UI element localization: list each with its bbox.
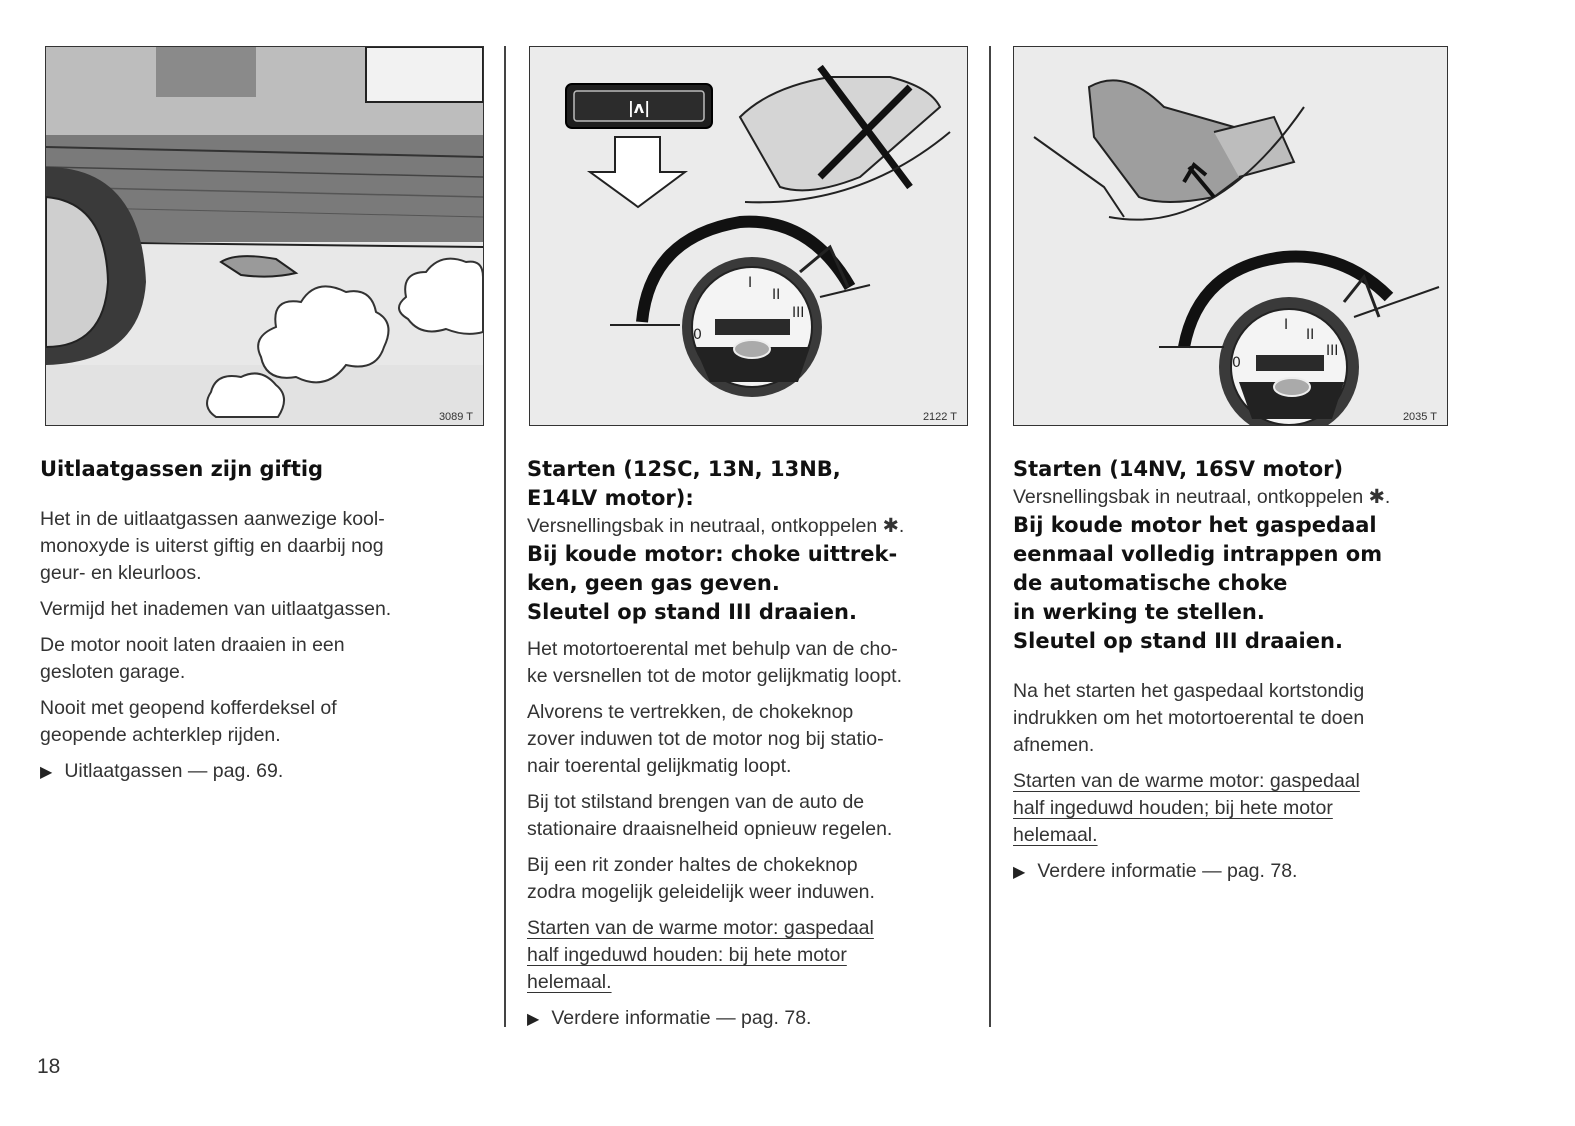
start-auto-heading: Starten (14NV, 16SV motor) <box>1013 457 1344 481</box>
start-manual-p1 <box>527 636 977 690</box>
exhaust-p2: Vermijd het inademen van uitlaatgassen. <box>40 598 392 620</box>
start-manual-p4 <box>527 852 977 906</box>
ign3-pos-2: II <box>1306 327 1315 343</box>
column-exhaust <box>40 455 485 786</box>
text-line: zodra mogelijk geleidelijk weer induwen. <box>527 881 875 903</box>
underlined-line: half ingeduwd houden: bij hete motor <box>527 944 847 966</box>
text-line: nair toerental gelijkmatig loopt. <box>527 755 792 777</box>
choke-drawing <box>530 47 967 425</box>
bold-line: Sleutel op stand III draaien. <box>527 600 857 624</box>
heading-line: E14LV motor): <box>527 486 694 510</box>
exhaust-p4 <box>40 695 485 749</box>
text-line: gesloten garage. <box>40 661 186 683</box>
play-arrow-icon: ▶ <box>1013 864 1026 881</box>
text-line: Bij een rit zonder haltes de chokeknop <box>527 854 858 876</box>
choke-ignition-illustration <box>529 46 968 426</box>
ign-pos-0: 0 <box>693 327 702 343</box>
bold-line: Bij koude motor: choke uittrek- <box>527 542 898 566</box>
svg-text:|ʌ|: |ʌ| <box>627 98 651 117</box>
text-line: De motor nooit laten draaien in een <box>40 634 345 656</box>
heading-line: Starten (12SC, 13N, 13NB, <box>527 457 841 481</box>
ign3-pos-3: III <box>1326 343 1339 359</box>
exhaust-illustration <box>45 46 484 426</box>
start-auto-reference[interactable] <box>1013 858 1458 886</box>
figure-code-2: 2122 T <box>922 411 957 423</box>
exhaust-drawing <box>46 47 483 425</box>
text-line: stationaire draaisnelheid opnieuw regelen. <box>527 818 893 840</box>
exhaust-p1 <box>40 506 485 587</box>
start-manual-p3 <box>527 789 977 843</box>
bold-line: in werking te stellen. <box>1013 600 1265 624</box>
play-arrow-icon: ▶ <box>527 1011 540 1028</box>
column-start-auto-choke <box>1013 455 1458 886</box>
start-auto-line1: Versnellingsbak in neutraal, ontkoppelen ✱. <box>1013 486 1391 508</box>
start-manual-heading <box>527 455 977 513</box>
exhaust-heading: Uitlaatgassen zijn giftig <box>40 457 324 481</box>
ign-pos-1: I <box>748 275 753 291</box>
bold-line: de automatische choke <box>1013 571 1288 595</box>
text-line: Het in de uitlaatgassen aanwezige kool- <box>40 508 385 530</box>
accelerator-ignition-illustration <box>1013 46 1448 426</box>
column-start-manual-choke <box>527 455 977 1033</box>
exhaust-reference[interactable] <box>40 758 485 786</box>
start-manual-reference[interactable] <box>527 1005 977 1033</box>
start-manual-p2 <box>527 699 977 780</box>
figure-code-3: 2035 T <box>1402 411 1437 423</box>
text-line: Het motortoerental met behulp van de cho- <box>527 638 898 660</box>
reference-text[interactable]: Verdere informatie — pag. 78. <box>1037 860 1298 882</box>
play-arrow-icon: ▶ <box>40 764 53 781</box>
text-line: Bij tot stilstand brengen van de auto de <box>527 791 865 813</box>
text-line: afnemen. <box>1013 734 1095 756</box>
text-line: zover induwen tot de motor nog bij statio- <box>527 728 884 750</box>
start-auto-bold <box>1013 511 1458 656</box>
text-line: indrukken om het motortoerental te doen <box>1013 707 1365 729</box>
text-line: Na het starten het gaspedaal kortstondig <box>1013 680 1365 702</box>
bold-line: eenmaal volledig intrappen om <box>1013 542 1383 566</box>
start-auto-warm-note <box>1013 768 1458 849</box>
underlined-line: Starten van de warme motor: gaspedaal <box>527 917 874 939</box>
underlined-line: helemaal. <box>527 971 612 993</box>
text-line: geur- en kleurloos. <box>40 562 202 584</box>
underlined-line: half ingeduwd houden; bij hete motor <box>1013 797 1333 819</box>
text-line: Alvorens te vertrekken, de chokeknop <box>527 701 854 723</box>
underlined-line: helemaal. <box>1013 824 1098 846</box>
bold-line: ken, geen gas geven. <box>527 571 780 595</box>
column-divider-1 <box>504 46 506 1027</box>
text-line: monoxyde is uiterst giftig en daarbij nog <box>40 535 384 557</box>
column-divider-2 <box>989 46 991 1027</box>
start-manual-bold <box>527 540 977 627</box>
start-manual-warm-note <box>527 915 977 996</box>
text-line: geopende achterklep rijden. <box>40 724 281 746</box>
start-manual-line1: Versnellingsbak in neutraal, ontkoppelen ✱. <box>527 515 905 537</box>
underlined-line: Starten van de warme motor: gaspedaal <box>1013 770 1360 792</box>
accelerator-drawing <box>1014 47 1447 425</box>
reference-text[interactable]: Uitlaatgassen — pag. 69. <box>64 760 284 782</box>
bold-line: Bij koude motor het gaspedaal <box>1013 513 1377 537</box>
start-auto-p1 <box>1013 678 1458 759</box>
ign3-pos-0: 0 <box>1232 355 1241 371</box>
ign3-pos-1: I <box>1284 317 1289 333</box>
bold-line: Sleutel op stand III draaien. <box>1013 629 1343 653</box>
reference-text[interactable]: Verdere informatie — pag. 78. <box>551 1007 812 1029</box>
text-line: Nooit met geopend kofferdeksel of <box>40 697 337 719</box>
ign-pos-3: III <box>792 305 805 321</box>
ign-pos-2: II <box>772 287 781 303</box>
exhaust-p3 <box>40 632 485 686</box>
text-line: ke versnellen tot de motor gelijkmatig loopt. <box>527 665 903 687</box>
page-number: 18 <box>37 1055 61 1078</box>
figure-code-1: 3089 T <box>438 411 473 423</box>
